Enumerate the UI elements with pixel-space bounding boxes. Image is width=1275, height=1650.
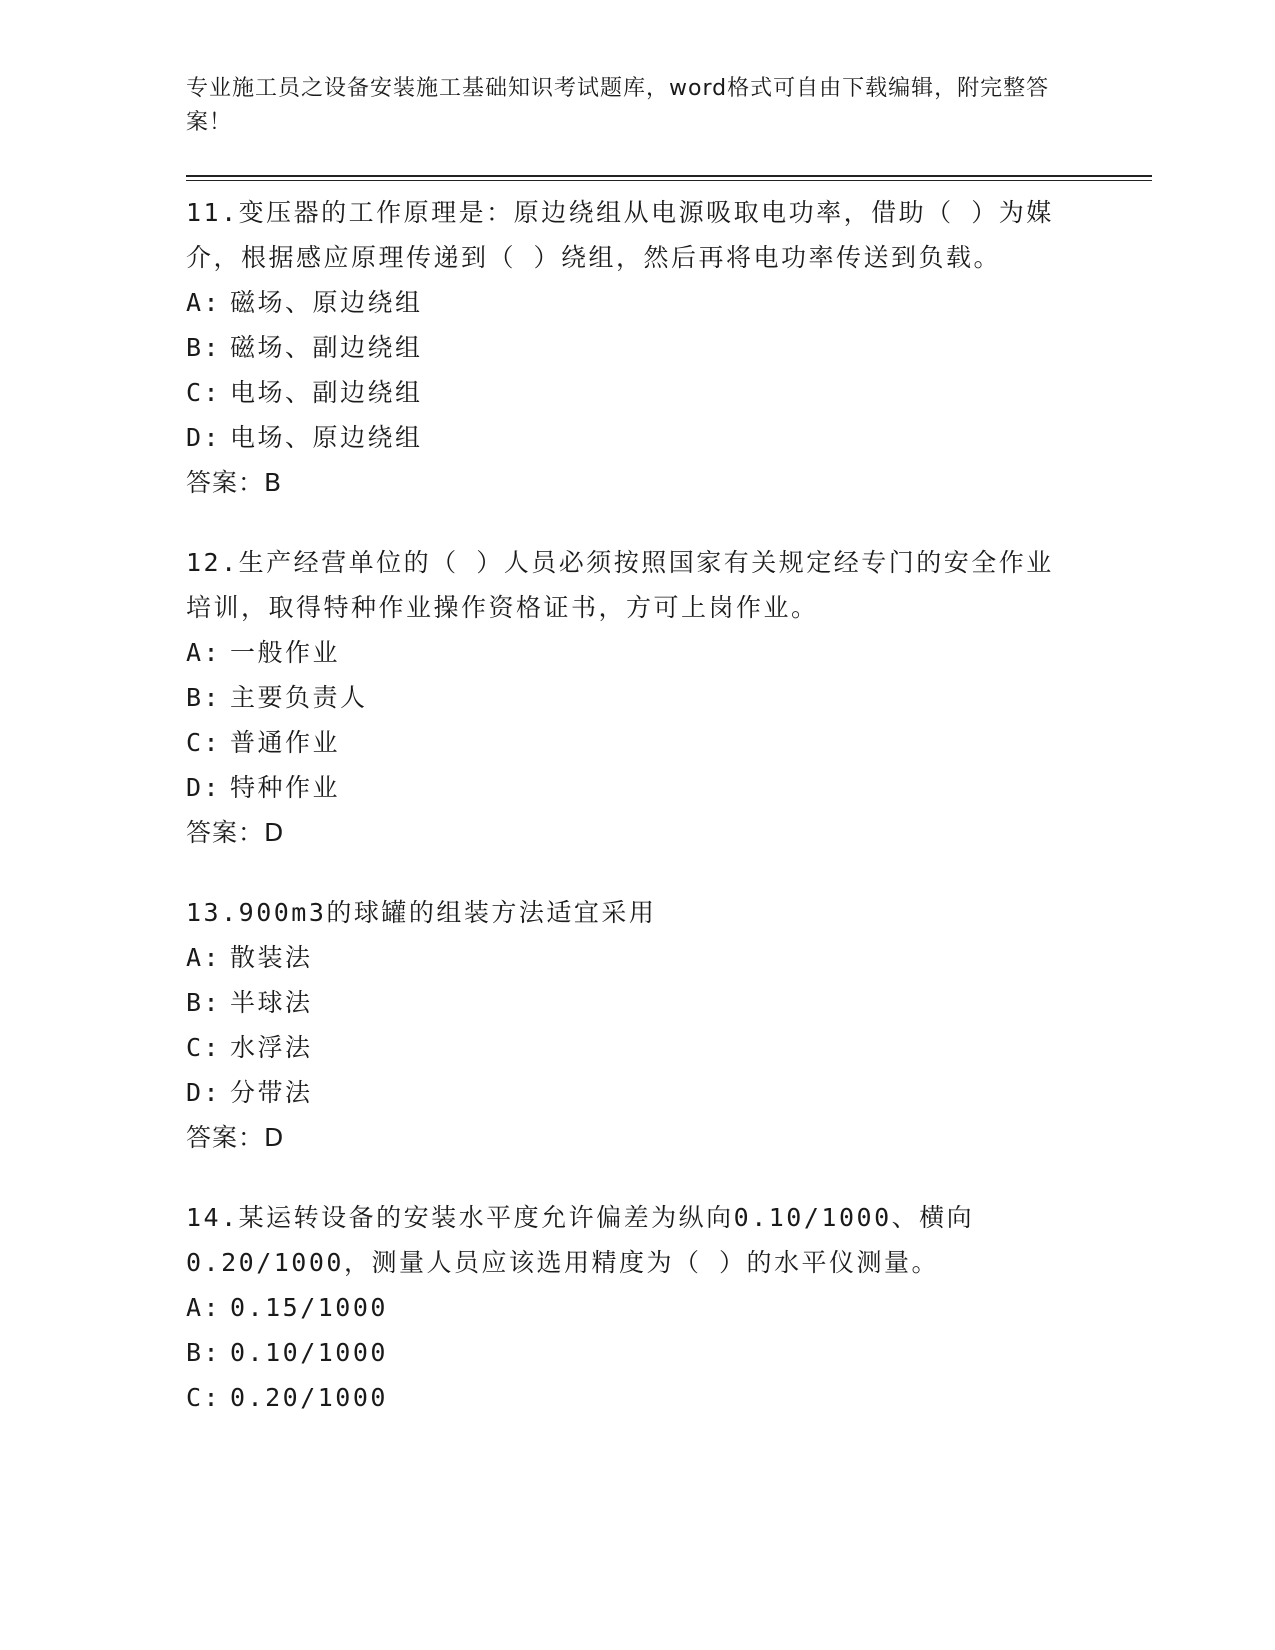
header-divider-thick (186, 175, 1152, 177)
option-b (186, 1330, 1066, 1375)
option-c (186, 370, 1066, 415)
option-a (186, 280, 1066, 325)
option-text: 磁场、原边绕组 (230, 288, 423, 317)
option-d (186, 1070, 1066, 1115)
option-label: B: (186, 1338, 222, 1367)
option-label: B: (186, 988, 222, 1017)
option-label: D: (186, 423, 222, 452)
option-label: B: (186, 683, 222, 712)
option-c (186, 720, 1066, 765)
option-text: 普通作业 (230, 728, 341, 757)
option-label: C: (186, 728, 222, 757)
question-stem: 11.变压器的工作原理是：原边绕组从电源吸取电功率，借助（ ）为媒介，根据感应原理传递到（ ）绕组，然后再将电功率传送到负载。 (186, 198, 1054, 272)
option-c (186, 1375, 1066, 1420)
option-label: A: (186, 943, 222, 972)
option-text: 散装法 (230, 943, 313, 972)
option-text: 分带法 (230, 1078, 313, 1107)
question-12 (186, 540, 1066, 855)
question-13 (186, 890, 1066, 1160)
option-label: D: (186, 773, 222, 802)
question-11 (186, 190, 1066, 505)
option-text: 磁场、副边绕组 (230, 333, 423, 362)
header-divider-thin (186, 180, 1152, 181)
question-stem: 12.生产经营单位的（ ）人员必须按照国家有关规定经专门的安全作业培训，取得特种作业操作资格证书，方可上岗作业。 (186, 548, 1054, 622)
option-label: A: (186, 638, 222, 667)
option-text: 特种作业 (230, 773, 341, 802)
document-header: 专业施工员之设备安装施工基础知识考试题库，word格式可自由下载编辑，附完整答案！ (186, 76, 1050, 135)
option-text: 一般作业 (230, 638, 341, 667)
option-text: 半球法 (230, 988, 313, 1017)
option-label: C: (186, 1033, 222, 1062)
option-label: A: (186, 1293, 222, 1322)
option-text: 主要负责人 (230, 683, 368, 712)
option-text: 0.20/1000 (230, 1383, 388, 1412)
option-c (186, 1025, 1066, 1070)
option-b (186, 980, 1066, 1025)
option-text: 0.10/1000 (230, 1338, 388, 1367)
option-label: B: (186, 333, 222, 362)
option-a (186, 630, 1066, 675)
question-14 (186, 1195, 1066, 1420)
option-text: 0.15/1000 (230, 1293, 388, 1322)
option-a (186, 1285, 1066, 1330)
answer-line: 答案：D (186, 818, 285, 847)
option-label: D: (186, 1078, 222, 1107)
option-a (186, 935, 1066, 980)
option-label: C: (186, 378, 222, 407)
option-label: C: (186, 1383, 222, 1412)
option-label: A: (186, 288, 222, 317)
answer-line: 答案：D (186, 1123, 285, 1152)
option-d (186, 415, 1066, 460)
option-text: 水浮法 (230, 1033, 313, 1062)
option-text: 电场、副边绕组 (230, 378, 423, 407)
question-stem: 13.900m3的球罐的组装方法适宜采用 (186, 898, 657, 927)
question-list (186, 190, 1066, 1455)
question-stem: 14.某运转设备的安装水平度允许偏差为纵向0.10/1000、横向0.20/1000，测量人员应该选用精度为（ ）的水平仪测量。 (186, 1203, 975, 1277)
option-b (186, 675, 1066, 720)
option-d (186, 765, 1066, 810)
option-b (186, 325, 1066, 370)
answer-line: 答案：B (186, 468, 283, 497)
option-text: 电场、原边绕组 (230, 423, 423, 452)
